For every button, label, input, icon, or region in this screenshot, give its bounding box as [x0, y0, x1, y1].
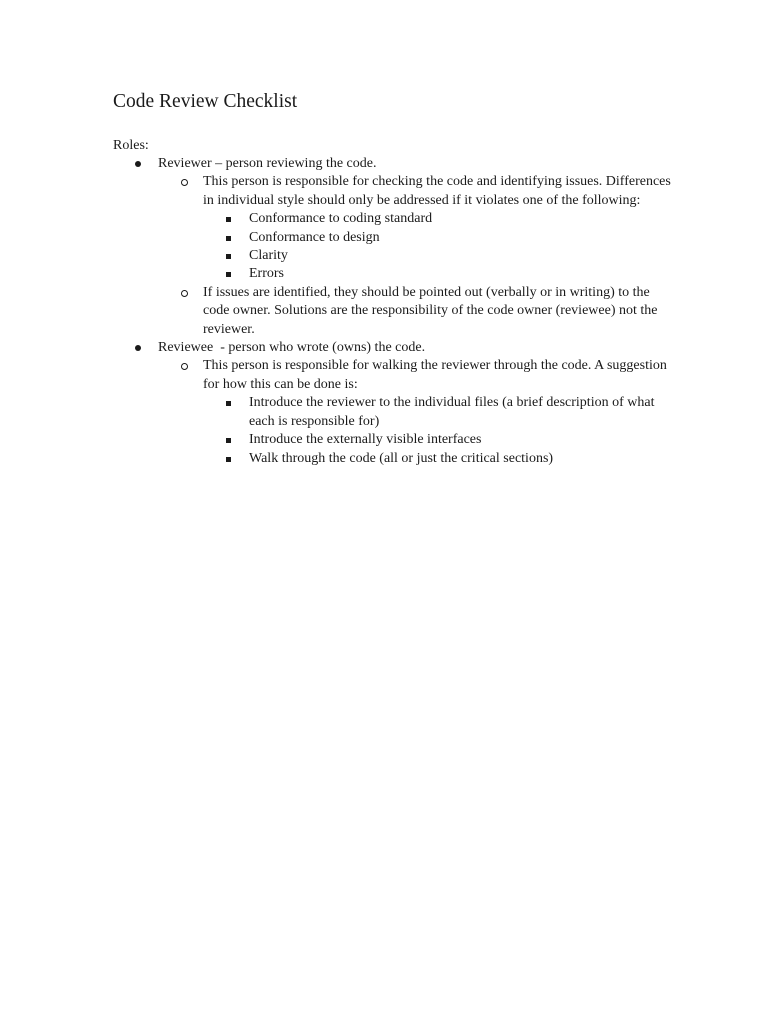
list-item-text: Walk through the code (all or just the critical sections)	[249, 450, 554, 466]
role-item-reviewer	[113, 155, 673, 339]
list-item-text: Errors	[249, 266, 284, 282]
list-item	[203, 394, 673, 431]
roles-list	[113, 155, 673, 468]
list-item-text: Clarity	[249, 248, 288, 264]
role-item-reviewee	[113, 339, 673, 468]
role-point-text: This person is responsible for checking the code and identifying issues. Differences in individual style should only be addressed if it violates one of the following:	[203, 174, 671, 208]
list-item	[203, 431, 673, 449]
list-item	[203, 265, 673, 283]
role-points-list	[158, 357, 673, 467]
list-item	[203, 247, 673, 265]
list-item	[203, 450, 673, 468]
list-item-text: Introduce the externally visible interfaces	[249, 432, 482, 448]
role-points-list	[158, 173, 673, 339]
list-item-text: Conformance to design	[249, 229, 380, 245]
suggestions-list	[203, 394, 673, 468]
roles-label: Roles:	[113, 138, 149, 153]
role-text: Reviewer – person reviewing the code.	[158, 156, 377, 171]
list-item	[203, 229, 673, 247]
criteria-list	[203, 210, 673, 284]
list-item	[203, 210, 673, 228]
list-item-text: Conformance to coding standard	[249, 211, 433, 227]
document-title: Code Review Checklist	[113, 91, 298, 112]
list-item-text: Introduce the reviewer to the individual files (a brief description of what each is responsible for)	[249, 395, 655, 429]
roles-list-container	[113, 155, 673, 468]
role-point	[158, 284, 673, 339]
role-point-text: If issues are identified, they should be pointed out (verbally or in writing) to the code owner. Solutions are the responsibility of the code owner (reviewee) not the reviewer.	[203, 284, 658, 337]
role-text: Reviewee - person who wrote (owns) the code.	[158, 340, 426, 356]
role-point-text: This person is responsible for walking the reviewer through the code. A suggestion for how this can be done is:	[203, 358, 667, 392]
role-point	[158, 357, 673, 467]
role-point	[158, 173, 673, 283]
